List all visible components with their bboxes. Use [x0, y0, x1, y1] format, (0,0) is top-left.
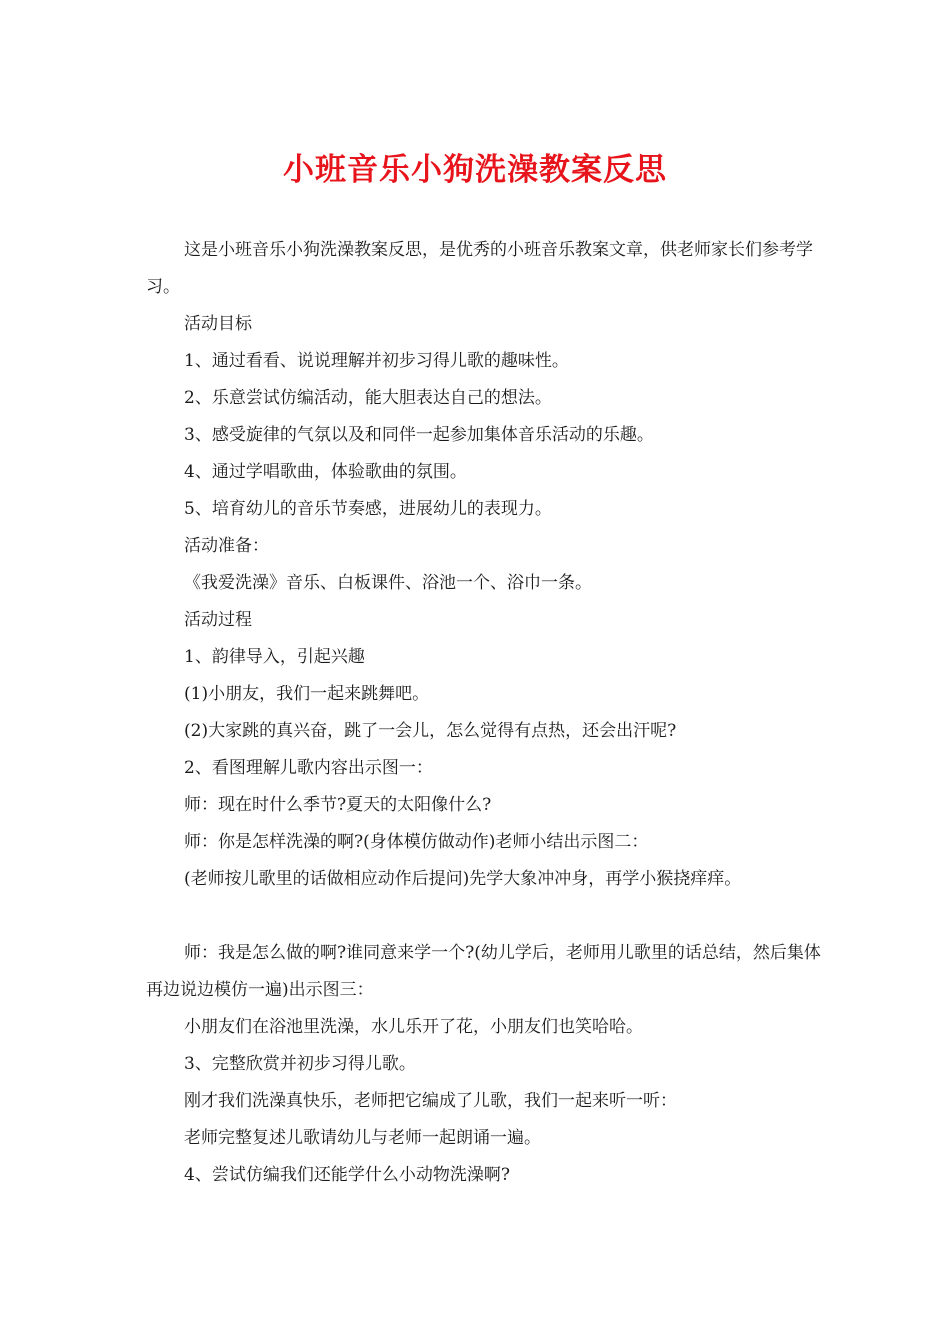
heading-activity-process: 活动过程	[184, 610, 252, 630]
document-body	[146, 232, 826, 1194]
document-title: 小班音乐小狗洗澡教案反思	[283, 152, 667, 188]
process-step: 小朋友们在浴池里洗澡，水儿乐开了花，小朋友们也笑哈哈。	[184, 1017, 643, 1037]
goal-item: 5、培育幼儿的音乐节奏感，进展幼儿的表现力。	[184, 499, 552, 519]
goal-item: 1、通过看看、说说理解并初步习得儿歌的趣味性。	[184, 351, 569, 371]
paragraph-materials: 《我爱洗澡》音乐、白板课件、浴池一个、浴巾一条。	[184, 573, 592, 593]
paragraph-intro: 这是小班音乐小狗洗澡教案反思，是优秀的小班音乐教案文章，供老师家长们参考学习。	[146, 240, 813, 297]
process-step: 师：你是怎样洗澡的啊?(身体模仿做动作)老师小结出示图二：	[184, 832, 649, 852]
process-step: (1)小朋友，我们一起来跳舞吧。	[184, 684, 430, 704]
heading-activity-preparation: 活动准备：	[184, 536, 269, 556]
process-step: 刚才我们洗澡真快乐，老师把它编成了儿歌，我们一起来听一听：	[184, 1091, 677, 1111]
process-step: 3、完整欣赏并初步习得儿歌。	[184, 1054, 416, 1074]
process-step: 师：我是怎么做的啊?谁同意来学一个?(幼儿学后，老师用儿歌里的话总结，然后集体再边说边模仿一遍)出示图三：	[146, 943, 821, 1000]
goal-item: 4、通过学唱歌曲，体验歌曲的氛围。	[184, 462, 467, 482]
process-step: (2)大家跳的真兴奋，跳了一会儿，怎么觉得有点热，还会出汗呢?	[184, 721, 677, 741]
goal-item: 3、感受旋律的气氛以及和同伴一起参加集体音乐活动的乐趣。	[184, 425, 654, 445]
process-step: (老师按儿歌里的话做相应动作后提问)先学大象冲冲身，再学小猴挠痒痒。	[184, 869, 742, 889]
goal-item: 2、乐意尝试仿编活动，能大胆表达自己的想法。	[184, 388, 552, 408]
process-step: 1、韵律导入，引起兴趣	[184, 647, 365, 667]
heading-activity-goals: 活动目标	[184, 314, 252, 334]
process-step: 4、尝试仿编我们还能学什么小动物洗澡啊?	[184, 1165, 510, 1185]
process-step: 2、看图理解儿歌内容出示图一：	[184, 758, 433, 778]
process-step: 老师完整复述儿歌请幼儿与老师一起朗诵一遍。	[184, 1128, 541, 1148]
process-step: 师：现在时什么季节?夏天的太阳像什么?	[184, 795, 492, 815]
